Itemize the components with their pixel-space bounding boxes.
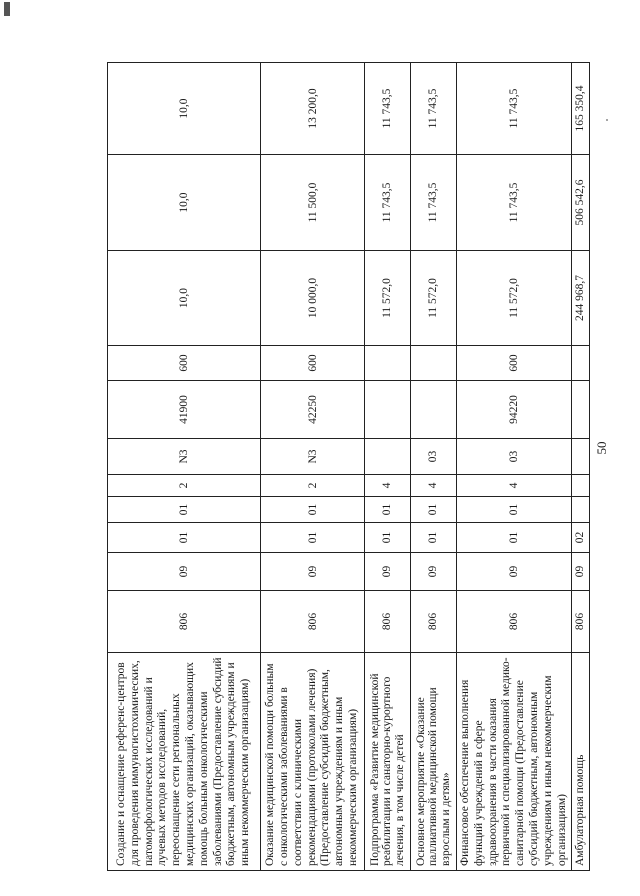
- code-cell: 2: [108, 475, 261, 497]
- code-cell: 02: [572, 523, 590, 553]
- value-cell: 13 200,0: [261, 63, 365, 155]
- value-cell: 11 743,5: [411, 63, 457, 155]
- code-cell: 806: [261, 591, 365, 653]
- value-cell: 11 500,0: [261, 155, 365, 251]
- value-cell: 11 572,0: [411, 251, 457, 346]
- code-cell: [572, 381, 590, 439]
- code-cell: 01: [457, 523, 572, 553]
- value-cell: 244 968,7: [572, 251, 590, 346]
- code-cell: [411, 381, 457, 439]
- code-cell: 01: [365, 523, 411, 553]
- table-row: [457, 63, 572, 871]
- code-cell: 94220: [457, 381, 572, 439]
- code-cell: [365, 439, 411, 475]
- code-cell: 03: [457, 439, 572, 475]
- code-cell: 01: [108, 523, 261, 553]
- row-name: Финансовое обеспечение выполнения функций учреждений в сфере здравоохранения в части оказания первичной и специализированной медико-санитарной помощи (Предоставление субсидий бюджетным, автономным учреждениям и иным некоммерческим организациям): [457, 653, 572, 871]
- code-cell: 600: [261, 346, 365, 381]
- code-cell: 806: [411, 591, 457, 653]
- code-cell: 01: [411, 497, 457, 523]
- value-cell: 11 572,0: [457, 251, 572, 346]
- code-cell: 4: [411, 475, 457, 497]
- row-name: Подпрограмма «Развитие медицинской реабилитации и санаторно-курортного лечения, в том числе детей: [365, 653, 411, 871]
- value-cell: 11 743,5: [457, 155, 572, 251]
- code-cell: 01: [457, 497, 572, 523]
- code-cell: 09: [365, 553, 411, 591]
- value-cell: 10,0: [108, 63, 261, 155]
- code-cell: [572, 439, 590, 475]
- budget-table: [107, 62, 590, 871]
- value-cell: 506 542,6: [572, 155, 590, 251]
- code-cell: 806: [365, 591, 411, 653]
- code-cell: 09: [261, 553, 365, 591]
- page-number: 50: [594, 441, 609, 455]
- table-row: [261, 63, 365, 871]
- code-cell: 42250: [261, 381, 365, 439]
- code-cell: 09: [108, 553, 261, 591]
- code-cell: 600: [457, 346, 572, 381]
- code-cell: N3: [108, 439, 261, 475]
- code-cell: [572, 346, 590, 381]
- code-cell: 03: [411, 439, 457, 475]
- value-cell: 10 000,0: [261, 251, 365, 346]
- code-cell: [365, 381, 411, 439]
- code-cell: 01: [411, 523, 457, 553]
- value-cell: 165 350,4: [572, 63, 590, 155]
- table-row: [411, 63, 457, 871]
- code-cell: 09: [457, 553, 572, 591]
- value-cell: 11 743,5: [457, 63, 572, 155]
- code-cell: 01: [108, 497, 261, 523]
- value-cell: 10,0: [108, 155, 261, 251]
- code-cell: [572, 475, 590, 497]
- code-cell: 09: [411, 553, 457, 591]
- value-cell: 11 743,5: [365, 155, 411, 251]
- code-cell: 09: [572, 553, 590, 591]
- code-cell: [411, 346, 457, 381]
- code-cell: [365, 346, 411, 381]
- code-cell: 806: [572, 591, 590, 653]
- code-cell: 01: [261, 523, 365, 553]
- table-row: [572, 63, 590, 871]
- code-cell: 4: [365, 475, 411, 497]
- table-row: [365, 63, 411, 871]
- code-cell: 806: [457, 591, 572, 653]
- value-cell: 11 572,0: [365, 251, 411, 346]
- code-cell: N3: [261, 439, 365, 475]
- value-cell: 11 743,5: [365, 63, 411, 155]
- row-name: Амбулаторная помощь: [572, 653, 590, 871]
- code-cell: 4: [457, 475, 572, 497]
- row-name: Создание и оснащение референс-центров для проведения иммуногистохимических, патоморфологических исследований и лучевых методов исследований, переоснащение сети региональных медицинских организаций, оказывающих помощь больным онкологическими заболеваниями (Предоставление субсидий бюджетным, автономным учреждениям и иным некоммерческим организациям): [108, 653, 261, 871]
- value-cell: 10,0: [108, 251, 261, 346]
- code-cell: 2: [261, 475, 365, 497]
- value-cell: 11 743,5: [411, 155, 457, 251]
- code-cell: 806: [108, 591, 261, 653]
- code-cell: 600: [108, 346, 261, 381]
- code-cell: 01: [365, 497, 411, 523]
- code-cell: [572, 497, 590, 523]
- code-cell: 41900: [108, 381, 261, 439]
- row-name: Оказание медицинской помощи больным с онкологическими заболеваниями в соответствии с клиническими рекомендациями (протоколами лечения) (Предоставление субсидий бюджетным, автономным учреждениям и иным некоммерческим организациям): [261, 653, 365, 871]
- table-row: [108, 63, 261, 871]
- code-cell: 01: [261, 497, 365, 523]
- row-name: Основное мероприятие «Оказание паллиативной медицинской помощи взрослым и детям»: [411, 653, 457, 871]
